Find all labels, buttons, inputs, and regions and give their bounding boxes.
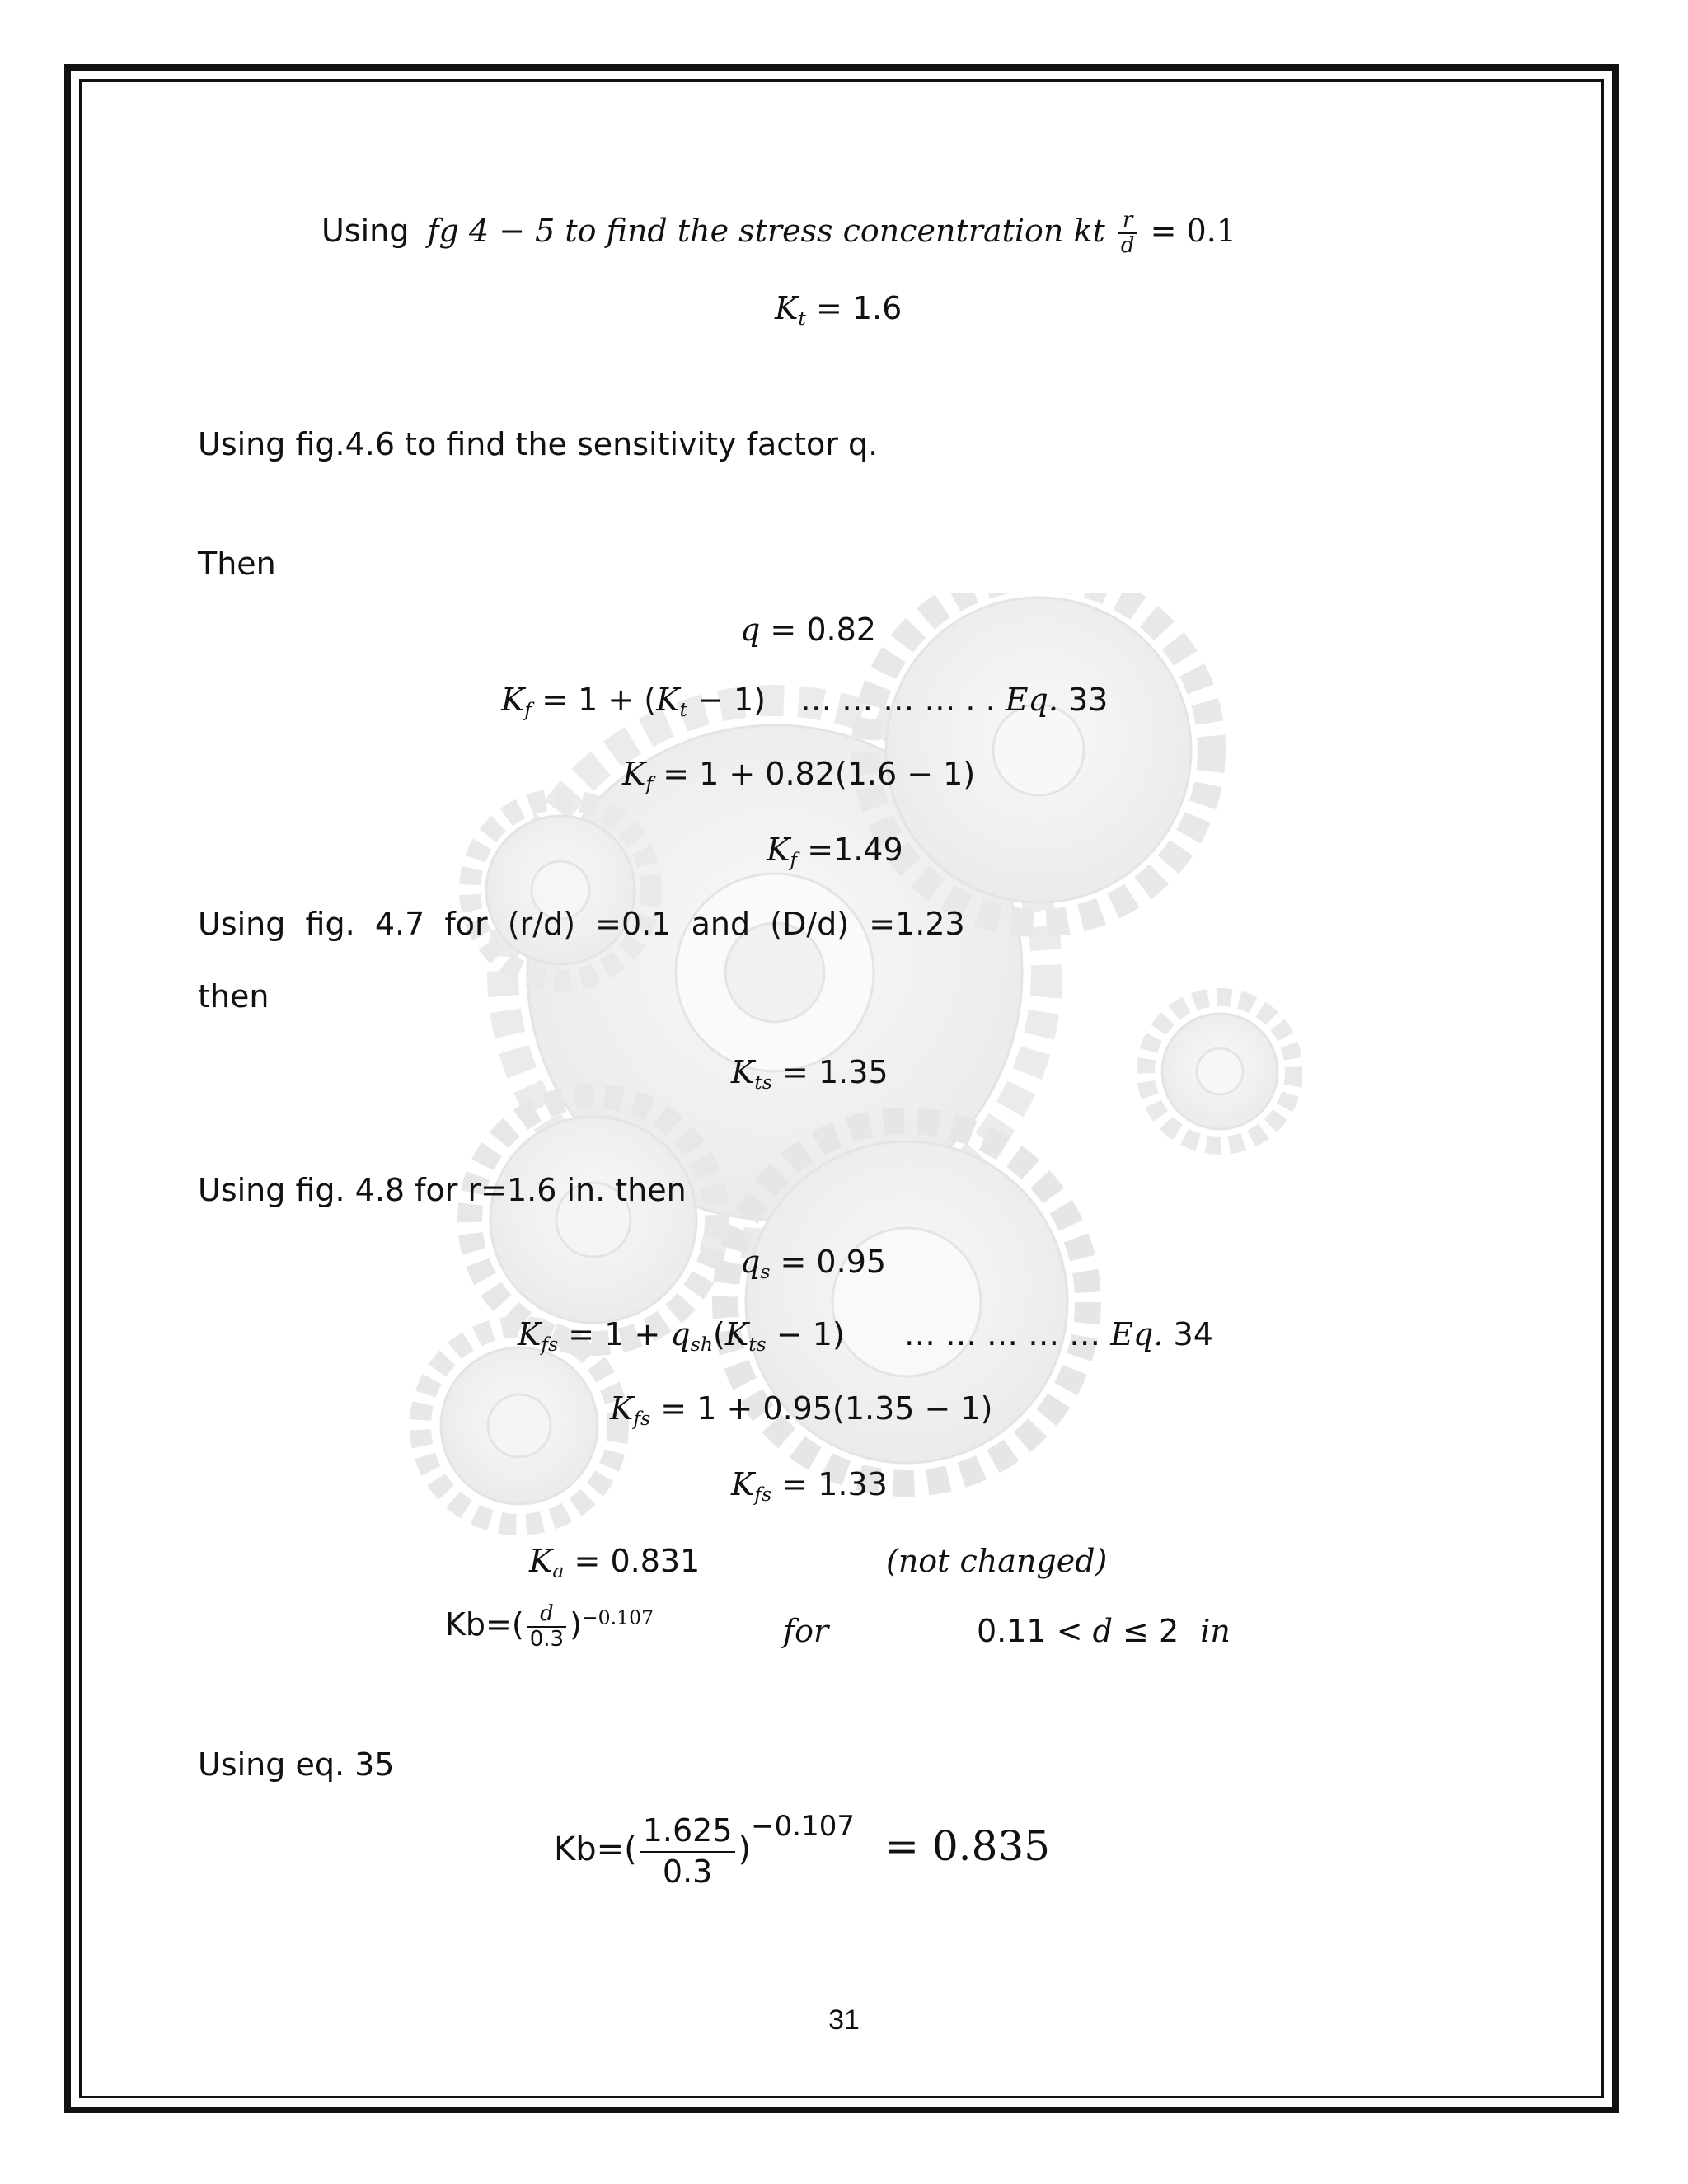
kb-result: Kb=( $\frac{1.625}{0.3}$ )$^{-0.107}$ = 0.835	[554, 1811, 1050, 1891]
kf-value: Kf =1.49	[767, 832, 903, 871]
kfs-substitution: Kfs = 1 + 0.95(1.35 − 1)	[610, 1390, 993, 1430]
figure-ref-line	[321, 209, 1236, 257]
fig47-text: Using fig. 4.7 for (r/d) =0.1 and (D/d) =1.23	[198, 906, 965, 942]
figure-ref-math: fg 4 − 5 to find the stress concentration kt	[427, 213, 1105, 250]
kb-for-word: for	[783, 1613, 829, 1649]
ka-value: Ka = 0.831	[529, 1543, 701, 1582]
q-equation: q = 0.82	[740, 612, 876, 648]
then-lower-text: then	[198, 978, 270, 1015]
kb-result-fraction: $\frac{1.625}{0.3}$	[640, 1811, 735, 1891]
kt-equation: Kt = 1.6	[775, 290, 903, 330]
eq35-text: Using eq. 35	[198, 1746, 395, 1783]
using-word: Using	[321, 213, 410, 250]
kts-value: Kts = 1.35	[731, 1054, 889, 1094]
d-over-0.3-fraction: $\frac{d}{0.3}$	[528, 1602, 566, 1651]
ka-note: (not changed)	[886, 1543, 1108, 1579]
kf-formula-eq33: Kf = 1 + (Kt − 1) … … … … . . Eq. 33	[501, 682, 1109, 721]
page-number: 31	[828, 2004, 860, 2036]
then-text: Then	[198, 546, 276, 582]
r-over-d-value: = 0.1	[1150, 213, 1236, 250]
kfs-value: Kfs = 1.33	[731, 1466, 888, 1506]
qs-value: qs = 0.95	[740, 1244, 887, 1283]
kb-range: 0.11 < d ≤ 2 in	[977, 1613, 1231, 1649]
kb-formula: Kb=( $\frac{d}{0.3}$ )$^{-0.107}$	[445, 1601, 654, 1652]
sensitivity-text: Using fig.4.6 to find the sensitivity factor q.	[198, 426, 879, 462]
fig48-text: Using fig. 4.8 for r=1.6 in. then	[198, 1172, 687, 1208]
r-over-d-fraction: $\frac{r}{d}$	[1118, 209, 1137, 257]
kfs-formula-eq34: Kfs = 1 + qsh(Kts − 1) … … … … … Eq. 34	[518, 1316, 1213, 1356]
kf-substitution: Kf = 1 + 0.82(1.6 − 1)	[622, 756, 976, 795]
